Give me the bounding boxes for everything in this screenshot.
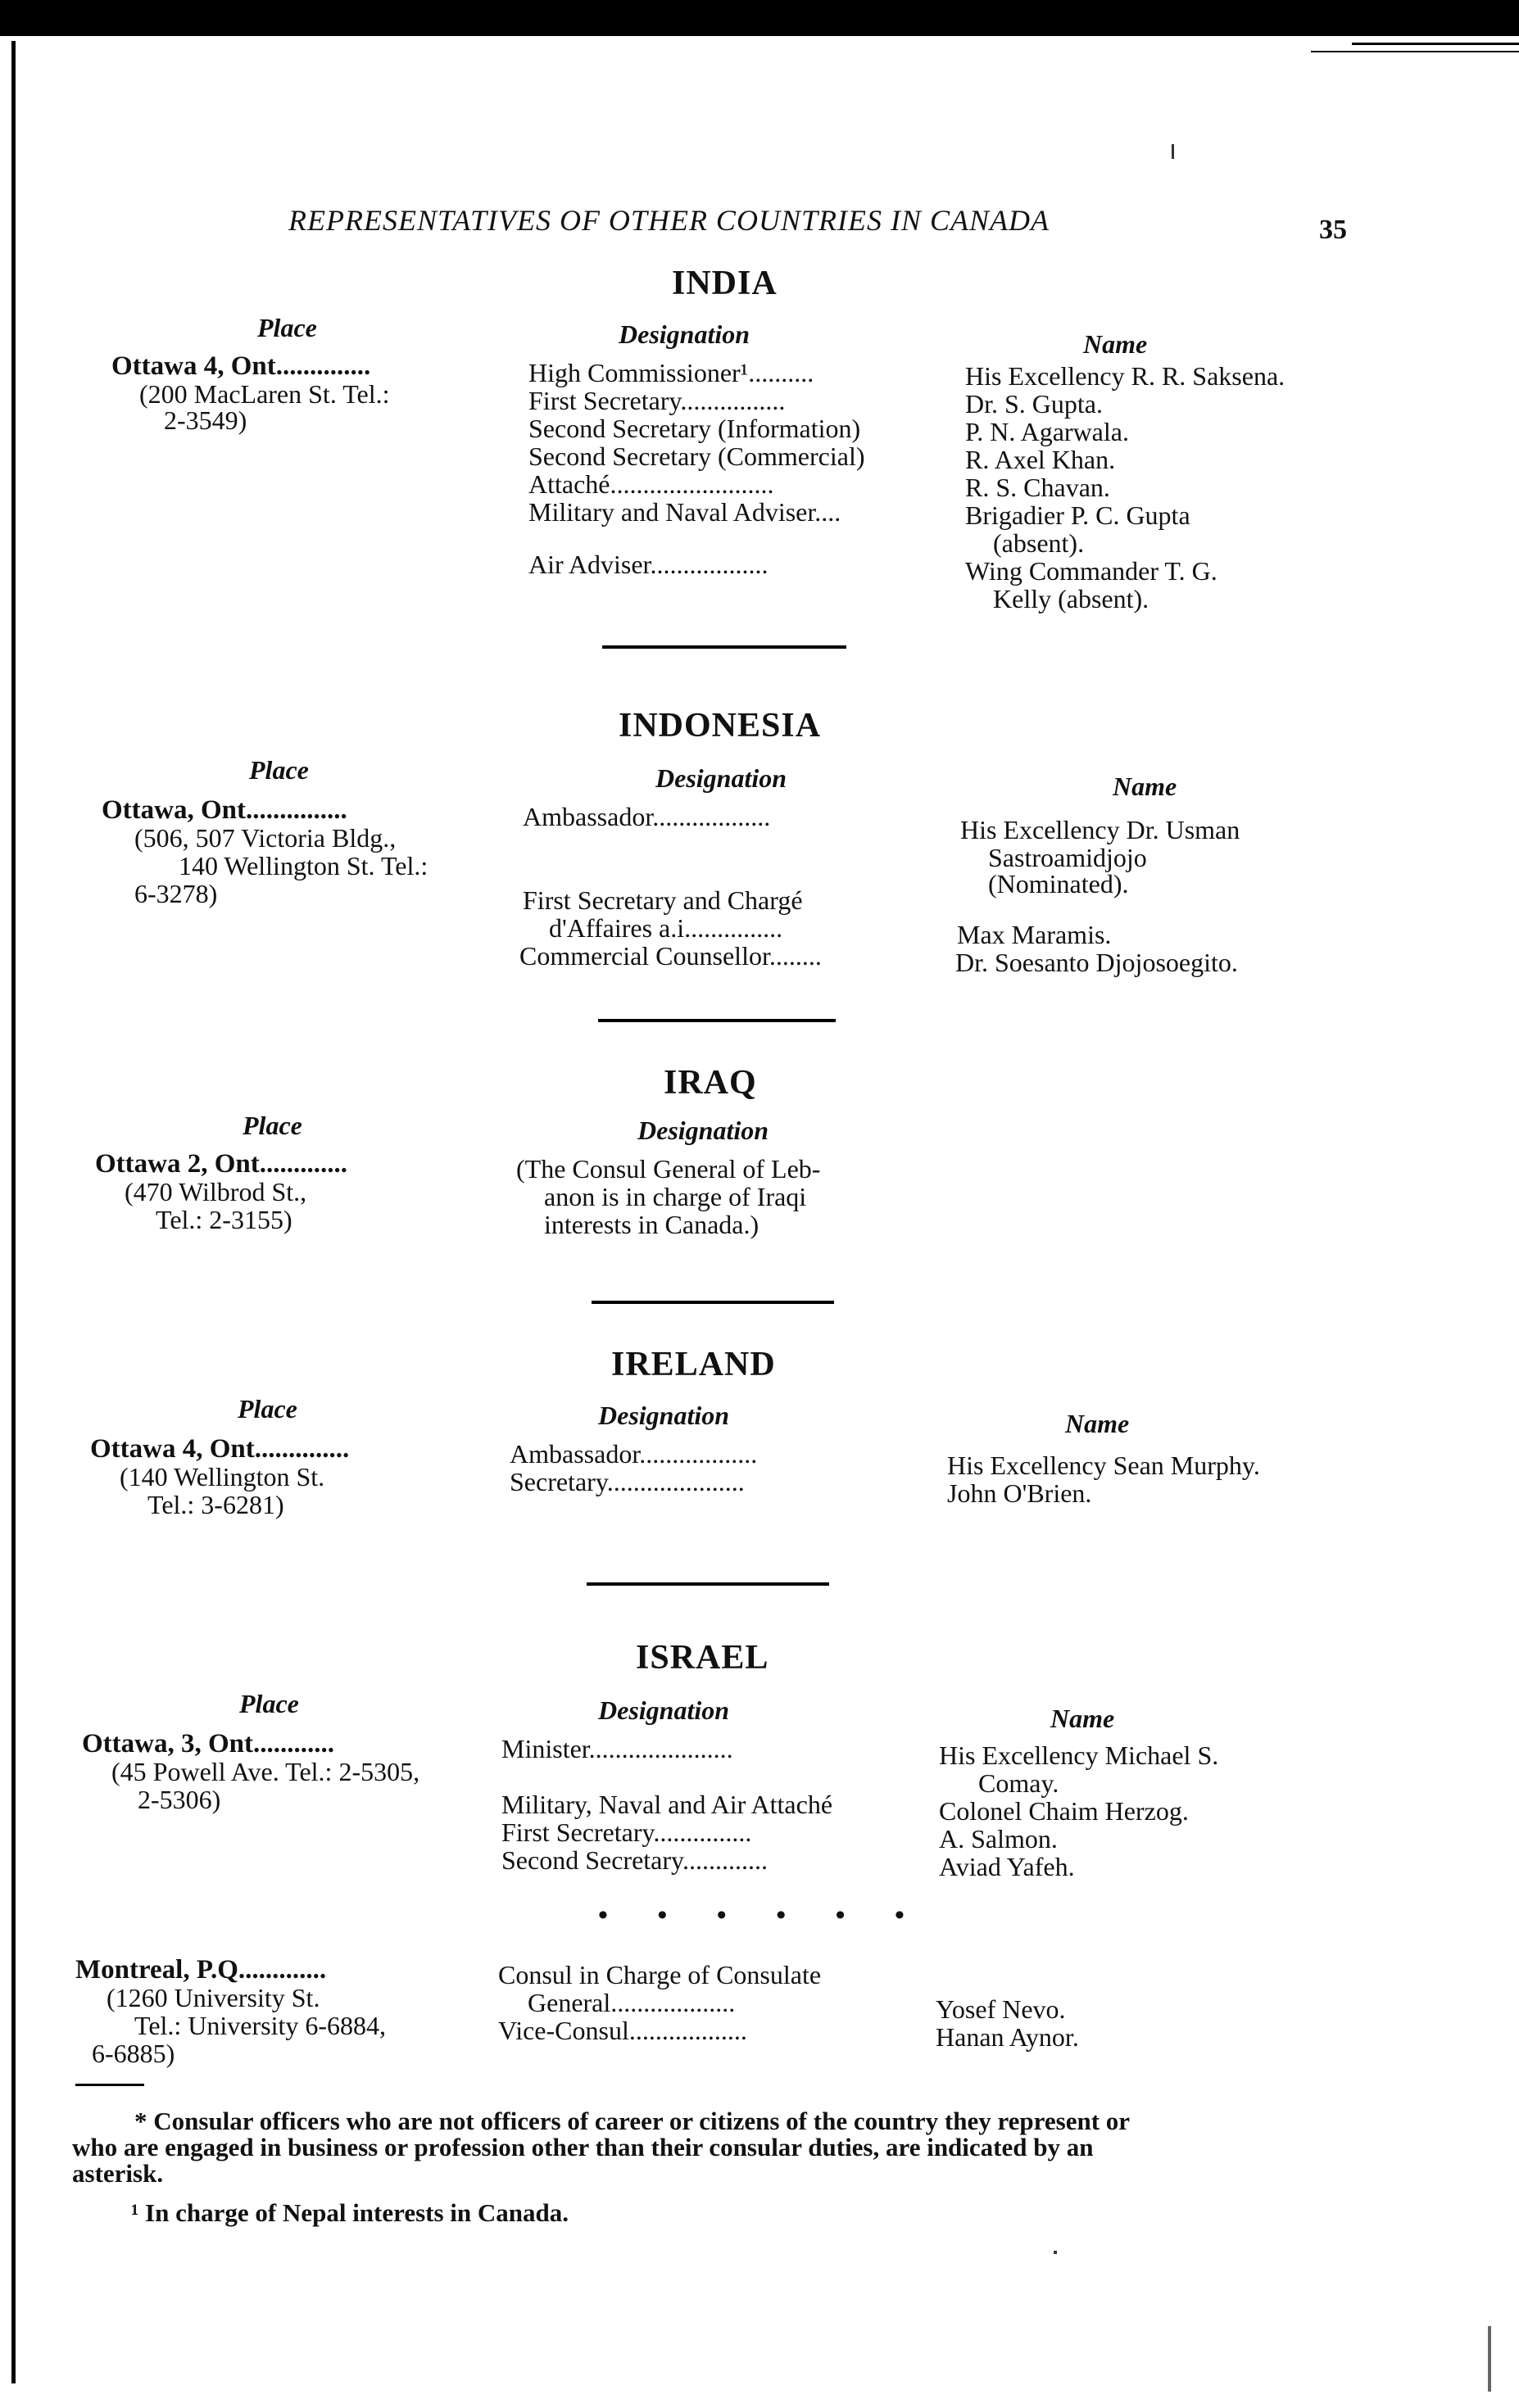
designation-entry: Military, Naval and Air Attaché xyxy=(501,1790,833,1819)
designation-entry: First Secretary and Chargé xyxy=(523,885,803,915)
section-separator-dots: • • • • • • xyxy=(598,1900,926,1930)
name-entry: Hanan Aynor. xyxy=(936,2022,1079,2052)
name-entry: (absent). xyxy=(993,528,1085,558)
designation-entry: d'Affaires a.i............... xyxy=(549,913,783,943)
place-name: Ottawa, Ont............... xyxy=(102,795,347,825)
place-name: Ottawa 2, Ont............. xyxy=(95,1149,347,1179)
designation-entry: (The Consul General of Leb- xyxy=(516,1154,821,1184)
place-address-line: Tel.: University 6-6884, xyxy=(134,2011,387,2040)
designation-column-heading: Designation xyxy=(619,319,750,349)
designation-entry: Ambassador.................. xyxy=(523,802,771,831)
scan-edge-mark xyxy=(1488,2326,1491,2392)
country-heading-israel: ISRAEL xyxy=(636,1639,769,1677)
place-address-line: Tel.: 3-6281) xyxy=(147,1490,284,1519)
footnote-asterisk: asterisk. xyxy=(72,2159,164,2188)
page-number: 35 xyxy=(1319,215,1347,245)
designation-entry: Second Secretary............. xyxy=(501,1845,768,1875)
designation-entry: Second Secretary (Commercial) xyxy=(528,441,865,471)
name-entry: R. Axel Khan. xyxy=(965,445,1116,474)
designation-entry: Secretary..................... xyxy=(510,1467,745,1496)
place-column-heading: Place xyxy=(257,313,317,342)
name-entry: (Nominated). xyxy=(988,869,1129,898)
name-column-heading: Name xyxy=(1113,772,1177,801)
name-entry: Max Maramis. xyxy=(957,920,1112,949)
designation-entry: General................... xyxy=(528,1988,736,2017)
place-address-line: (140 Wellington St. xyxy=(120,1462,325,1491)
place-address-line: 2-5306) xyxy=(138,1785,221,1814)
name-entry: John O'Brien. xyxy=(947,1478,1092,1508)
designation-entry: First Secretary................ xyxy=(528,386,786,415)
place-column-heading: Place xyxy=(238,1394,297,1424)
footnote-one: ¹ In charge of Nepal interests in Canada. xyxy=(131,2198,569,2227)
name-entry: His Excellency R. R. Saksena. xyxy=(965,361,1285,391)
place-address-line: 6-3278) xyxy=(134,879,218,908)
country-heading-iraq: IRAQ xyxy=(664,1064,757,1102)
name-entry: Kelly (absent). xyxy=(993,584,1149,613)
designation-entry: Minister...................... xyxy=(501,1734,733,1763)
place-name: Ottawa 4, Ont.............. xyxy=(90,1434,350,1464)
scan-edge-line xyxy=(1352,43,1519,45)
name-entry: R. S. Chavan. xyxy=(965,473,1110,502)
designation-entry: Consul in Charge of Consulate xyxy=(498,1960,822,1989)
designation-entry: Ambassador.................. xyxy=(510,1439,758,1469)
place-address-line: 140 Wellington St. Tel.: xyxy=(179,851,428,880)
designation-column-heading: Designation xyxy=(598,1695,730,1725)
name-entry: Brigadier P. C. Gupta xyxy=(965,500,1190,530)
running-header: REPRESENTATIVES OF OTHER COUNTRIES IN CANADA xyxy=(288,204,1050,237)
name-column-heading: Name xyxy=(1050,1704,1115,1733)
place-address-line: 2-3549) xyxy=(164,405,247,435)
footnote-asterisk: who are engaged in business or profession other than their consular duties, are indicated by an xyxy=(72,2133,1094,2161)
place-column-heading: Place xyxy=(243,1111,302,1140)
place-address-line: (200 MacLaren St. Tel.: xyxy=(139,379,390,409)
scan-left-border xyxy=(11,41,16,2383)
name-column-heading: Name xyxy=(1065,1409,1130,1438)
name-entry: Yosef Nevo. xyxy=(936,1994,1066,2024)
name-entry: His Excellency Sean Murphy. xyxy=(947,1451,1260,1480)
scan-speck xyxy=(1172,144,1174,159)
footnote-rule xyxy=(75,2084,144,2086)
place-address-line: Tel.: 2-3155) xyxy=(156,1205,292,1234)
designation-column-heading: Designation xyxy=(598,1401,730,1430)
name-entry: His Excellency Michael S. xyxy=(939,1740,1219,1770)
designation-entry: First Secretary............... xyxy=(501,1817,752,1847)
country-heading-indonesia: INDONESIA xyxy=(619,707,822,745)
scan-speck xyxy=(1054,2251,1057,2254)
designation-entry: Military and Naval Adviser.... xyxy=(528,497,841,527)
place-name: Montreal, P.Q............. xyxy=(75,1955,327,1985)
designation-column-heading: Designation xyxy=(655,763,787,793)
name-entry: Dr. Soesanto Djojosoegito. xyxy=(955,948,1238,977)
designation-entry: Air Adviser.................. xyxy=(528,550,769,579)
footnote-asterisk: * Consular officers who are not officers of career or citizens of the country they represent or xyxy=(134,2107,1131,2135)
place-address-line: (470 Wilbrod St., xyxy=(125,1177,307,1206)
section-divider xyxy=(592,1301,834,1304)
place-column-heading: Place xyxy=(239,1689,299,1718)
place-name: Ottawa, 3, Ont............ xyxy=(82,1729,334,1758)
name-entry: His Excellency Dr. Usman xyxy=(960,815,1240,844)
designation-entry: interests in Canada.) xyxy=(544,1210,760,1239)
place-address-line: (45 Powell Ave. Tel.: 2-5305, xyxy=(111,1757,420,1786)
scan-top-border xyxy=(0,0,1519,36)
place-name: Ottawa 4, Ont.............. xyxy=(111,351,371,381)
section-divider xyxy=(587,1582,829,1586)
name-entry: P. N. Agarwala. xyxy=(965,417,1129,446)
name-entry: Dr. S. Gupta. xyxy=(965,389,1103,419)
scan-edge-line xyxy=(1311,51,1519,52)
section-divider xyxy=(602,645,846,649)
designation-entry: Vice-Consul.................. xyxy=(498,2016,747,2045)
place-address-line: 6-6885) xyxy=(92,2039,175,2068)
designation-column-heading: Designation xyxy=(637,1116,769,1145)
place-address-line: (506, 507 Victoria Bldg., xyxy=(134,823,397,853)
designation-entry: High Commissioner¹.......... xyxy=(528,358,814,387)
name-entry: Wing Commander T. G. xyxy=(965,556,1217,586)
section-divider xyxy=(598,1019,836,1022)
name-entry: Aviad Yafeh. xyxy=(939,1852,1075,1881)
place-address-line: (1260 University St. xyxy=(107,1983,320,2012)
place-column-heading: Place xyxy=(249,755,309,785)
designation-entry: anon is in charge of Iraqi xyxy=(544,1182,807,1211)
name-column-heading: Name xyxy=(1083,329,1148,359)
name-entry: A. Salmon. xyxy=(939,1824,1058,1854)
designation-entry: Commercial Counsellor........ xyxy=(519,941,822,971)
name-entry: Sastroamidjojo xyxy=(988,843,1147,872)
designation-entry: Attaché......................... xyxy=(528,469,774,499)
designation-entry: Second Secretary (Information) xyxy=(528,414,861,443)
country-heading-india: INDIA xyxy=(672,265,778,302)
name-entry: Colonel Chaim Herzog. xyxy=(939,1796,1189,1826)
name-entry: Comay. xyxy=(978,1768,1059,1798)
country-heading-ireland: IRELAND xyxy=(611,1346,776,1383)
